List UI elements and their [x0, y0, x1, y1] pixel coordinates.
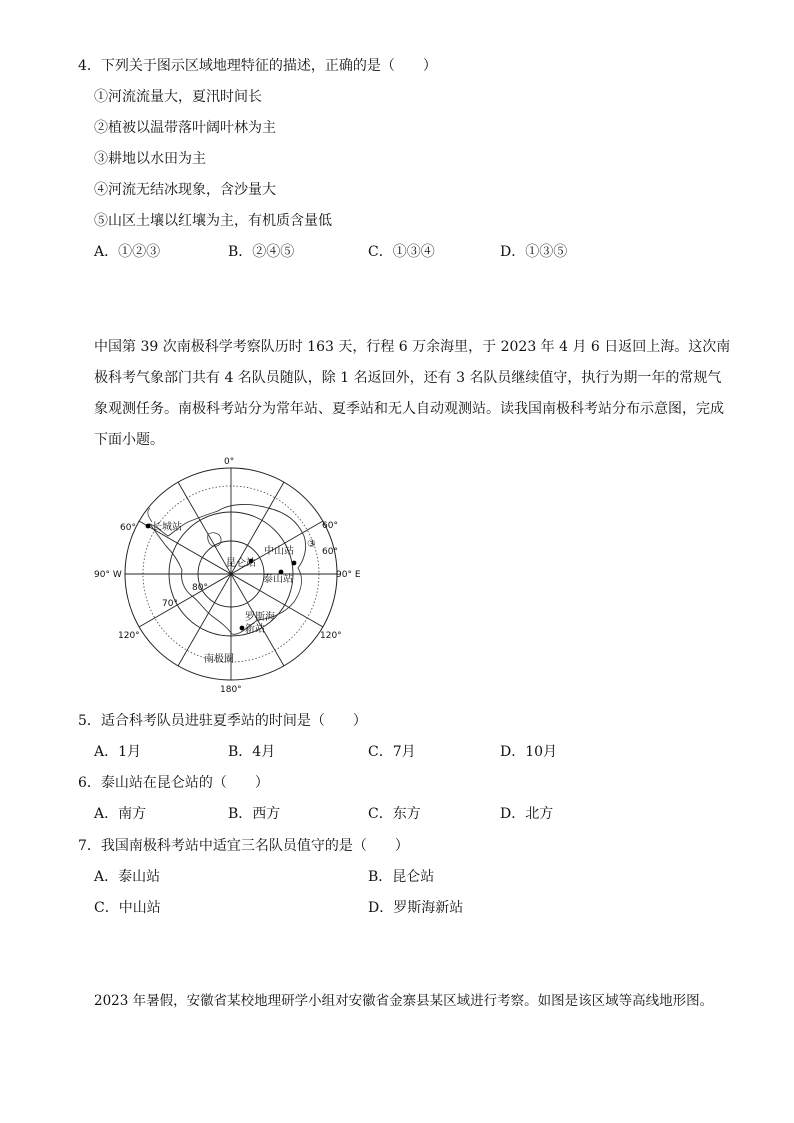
q5-option-a[interactable]: A．1月: [94, 744, 142, 760]
q7-option-b[interactable]: B．昆仑站: [368, 869, 435, 885]
label-antarctic-circle: 南极圈: [204, 654, 234, 665]
label-zhongshan: 中山站: [264, 546, 294, 557]
q6-option-c[interactable]: C．东方: [368, 806, 421, 822]
closing-passage: 2023 年暑假，安徽省某校地理研学小组对安徽省金寨县某区域进行考察。如图是该区域等高线地形图。: [94, 993, 714, 1009]
q4-statement-2: ②植被以温带落叶阔叶林为主: [94, 120, 276, 136]
q6-option-b[interactable]: B．西方: [228, 806, 281, 822]
q4-option-a[interactable]: A．①②③: [94, 244, 161, 260]
zhongshan-station-dot: [292, 561, 297, 566]
label-taishan: 泰山站: [263, 574, 293, 585]
q4-option-d[interactable]: D．①③⑤: [500, 244, 568, 260]
label-marker-3: ③: [307, 539, 316, 550]
label-90e: 90° E: [336, 570, 361, 580]
passage-text: 中国第 39 次南极科学考察队历时 163 天，行程 6 万余海里，于 2023 年 4 月 6 日返回上海。这次南极科考气象部门共有 4 名队员随队，除 1 名返回外，还有 3 名队员继续值守，执行为期一年的常规气象观测任务。南极科考站分为常年站、夏季站和无人自动观测站。读我国南极科考站分布示意图，完成下面小题。: [94, 339, 731, 448]
changcheng-station-dot: [146, 524, 151, 529]
q5-option-d[interactable]: D．10月: [500, 744, 558, 760]
q4-statement-4: ④河流无结冰现象，含沙量大: [94, 182, 276, 198]
label-changcheng: 长城站: [152, 522, 182, 533]
q4-statement-1: ①河流流量大，夏汛时间长: [94, 89, 262, 105]
label-60-deg-nw: 60°: [120, 523, 136, 533]
q5-option-b[interactable]: B．4月: [228, 744, 276, 760]
q4-statement-5: ⑤山区土壤以红壤为主，有机质含量低: [94, 213, 332, 229]
q6-option-d[interactable]: D．北方: [500, 806, 554, 822]
q7-option-a[interactable]: A．泰山站: [94, 869, 161, 885]
luosihai-station-dot: [240, 626, 245, 631]
label-luosihai-1: 罗斯海: [245, 612, 275, 623]
q6-option-a[interactable]: A．南方: [94, 806, 147, 822]
label-0-deg: 0°: [224, 457, 235, 467]
label-120-deg-w: 120°: [118, 631, 140, 641]
q4-option-b[interactable]: B．②④⑤: [228, 244, 295, 260]
q4-statement-3: ③耕地以水田为主: [94, 151, 206, 167]
label-kunlun: 昆仑站: [226, 558, 256, 569]
label-90w: 90° W: [94, 570, 122, 580]
q4-option-c[interactable]: C．①③④: [368, 244, 435, 260]
antarctic-station-map: [94, 456, 370, 696]
q7-option-d[interactable]: D．罗斯海新站: [368, 900, 464, 916]
label-60-deg-e: 60°: [322, 547, 338, 557]
q7-option-c[interactable]: C．中山站: [94, 900, 161, 916]
label-70-deg: 70°: [162, 599, 178, 609]
label-180-deg: 180°: [220, 685, 242, 695]
label-80-deg: 80°: [192, 583, 208, 593]
question-6-stem: 6．泰山站在昆仑站的（ ）: [78, 775, 269, 791]
label-120-deg-e: 120°: [320, 631, 342, 641]
question-5-stem: 5．适合科考队员进驻夏季站的时间是（ ）: [78, 713, 367, 729]
label-60-deg-ne: 60°: [322, 521, 338, 531]
question-7-stem: 7．我国南极科考站中适宜三名队员值守的是（ ）: [78, 838, 409, 854]
meridian-lines: [125, 468, 337, 680]
q5-option-c[interactable]: C．7月: [368, 744, 416, 760]
question-4-stem: 4．下列关于图示区域地理特征的描述，正确的是（ ）: [78, 58, 437, 74]
label-luosihai-2: 新站: [245, 624, 265, 635]
